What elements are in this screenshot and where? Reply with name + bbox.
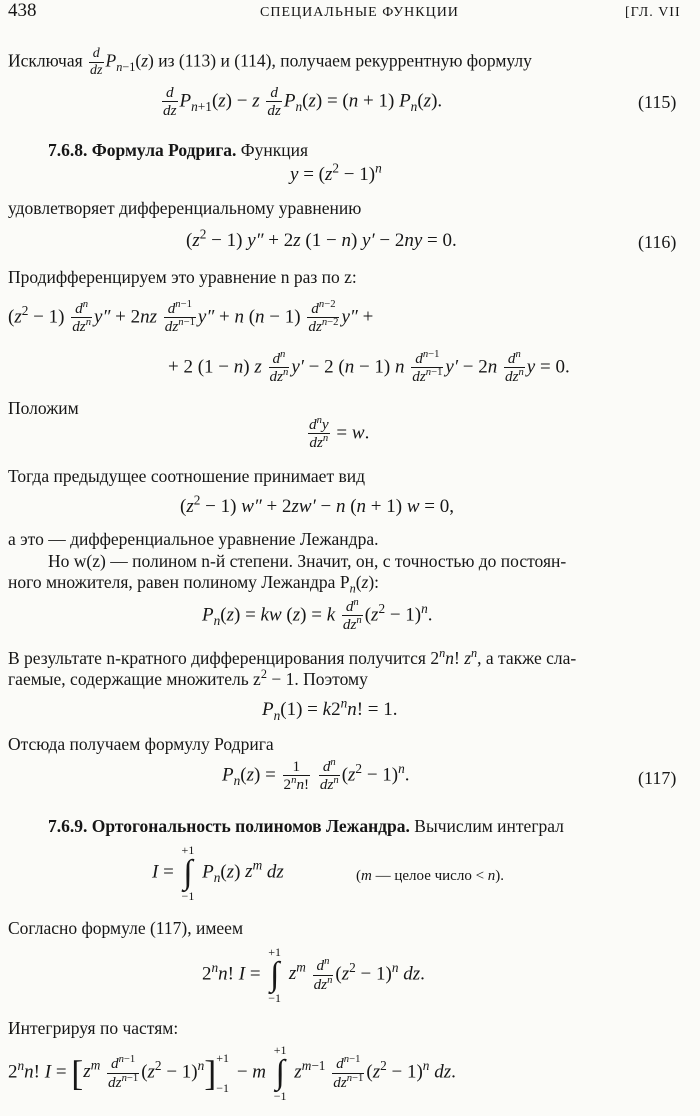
equation-differentiated-line1: $(z^2 - 1)$ $\frac{d^n}{dz^n}$ y″ + 2nz $\frac{d^{n-1}}{dz^{n-1}}$ y″ + n (n − 1) $\frac{d^{n-2}}{dz^{n-2}}$ y″ + (8, 298, 374, 336)
paragraph-but-2: ного множителя, равен полиному Лежандра $P_n(z)$: (8, 572, 380, 596)
running-title: СПЕЦИАЛЬНЫЕ ФУНКЦИИ (260, 5, 459, 20)
equation-integral-I: I = +1 ∫ −1 $P_n(z)$ $z^m$ dz (152, 843, 284, 903)
equation-legendre-w: $(z^2 - 1) w'' + 2zw' - n$ (n + 1) w = 0, (180, 492, 454, 517)
integral-note: (m — целое число < n). (356, 868, 505, 884)
equation-pn-1: $P_n(1) = k2^nn$! = 1. (262, 695, 398, 723)
equation-by-parts: 2$^n$n! $I = [z^m$ $\frac{d^{n-1}}{dz^{n-1}}$ $(z^2 - 1)^n$] +1 −1 − m +1 ∫ −1 $z^{m-1}$ $\frac{d^{n-1}}{dz^{n-1}}$ $(z^2 - 1)^n$ dz. (8, 1043, 456, 1103)
equation-116: $(z^2 - 1) y'' + 2z$ (1 − n) y′ − 2ny = 0. (186, 226, 457, 251)
equation-number-115: (115) (638, 92, 677, 112)
chapter-label: [ГЛ. VII (625, 5, 681, 20)
paragraph-legendre-eq: а это — дифференциальное уравнение Лежандра. (8, 529, 379, 549)
equation-number-116: (116) (638, 232, 677, 252)
page-number: 438 (8, 0, 37, 21)
paragraph-excluding: Исключая $\frac{d}{dz}$ $P_{n-1}(z)$ из (113) и (114), получаем рекуррентную формулу (8, 46, 532, 79)
paragraph-but-1: Но w(z) — полином n-й степени. Значит, он, с точностью до постоян- (48, 551, 567, 571)
paragraph-then: Тогда предыдущее соотношение принимает вид (8, 466, 365, 486)
section-7-6-9: 7.6.9. Ортогональность полиномов Лежандра. Вычислим интеграл (48, 816, 564, 836)
paragraph-differentiate: Продифференцируем это уравнение n раз по z: (8, 267, 357, 287)
equation-115: $\frac{d}{dz}$ $P_{n+1}(z) - z$ $\frac{d}{dz}$ $P_n(z) = (n + 1)$ $P_n(z)$. (163, 84, 443, 120)
paragraph-put: Положим (8, 398, 79, 418)
equation-y: $y = (z^2 - 1)^n$ (290, 160, 382, 185)
paragraph-hence: Отсюда получаем формулу Родрига (8, 734, 274, 754)
section-7-6-8: 7.6.8. Формула Родрига. Функция (48, 140, 309, 160)
paragraph-according: Согласно формуле (117), имеем (8, 918, 244, 938)
equation-differentiated-line2: + 2 (1 − n) z $\frac{d^n}{dz^n}$ y′ − 2 (n − 1) n $\frac{d^{n-1}}{dz^{n-1}}$ y′ − 2n $\frac{d^n}{dz^n}$ y = 0. (168, 348, 570, 386)
section-heading: 7.6.9. Ортогональность полиномов Лежандра. (48, 816, 410, 836)
section-heading: 7.6.8. Формула Родрига. (48, 140, 237, 160)
paragraph-result-2: гаемые, содержащие множитель $z^2 - 1$. Поэтому (8, 667, 368, 689)
paragraph-integrating: Интегрируя по частям: (8, 1018, 179, 1038)
equation-117: $P_n(z)$ = $\frac{1}{2^nn!}$ $\frac{d^n}{dz^n}$ $(z^2 - 1)^n$. (222, 756, 410, 794)
equation-number-117: (117) (638, 768, 677, 788)
equation-2nnI: 2$^n$n! I = +1 ∫ −1 $z^m$ $\frac{d^n}{dz^n}$ $(z^2 - 1)^n$ dz. (202, 945, 425, 1005)
equation-w-def: $\frac{d^ny}{dz^n}$ = w. (309, 414, 370, 452)
paragraph-satisfies: удовлетворяет дифференциальному уравнению (8, 198, 362, 218)
equation-pn-kw: $P_n(z)$ = kw (z) = k $\frac{d^n}{dz^n}$ $(z^2 - 1)^n$. (202, 596, 433, 634)
paragraph-result-1: В результате n-кратного дифференцирования получится 2$^n$n! $z^n$, а также сла- (8, 646, 577, 668)
